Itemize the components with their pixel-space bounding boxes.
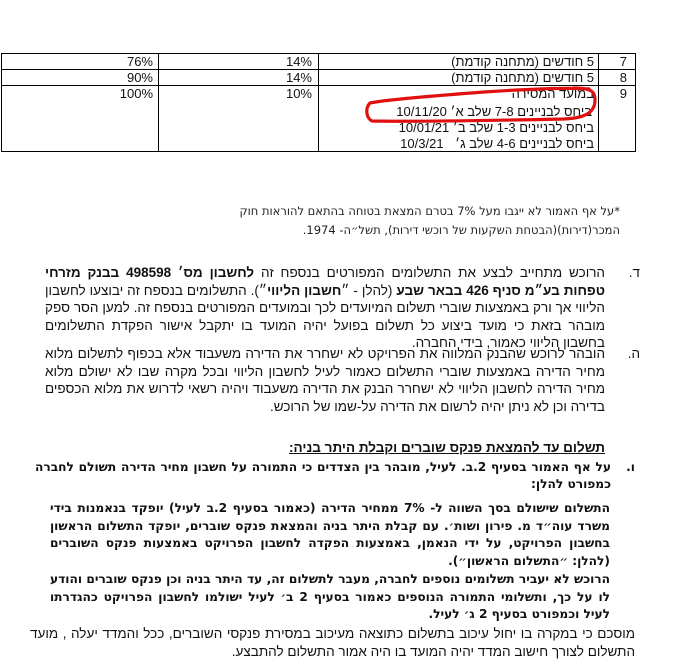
percent-cell: 10% bbox=[159, 86, 319, 152]
delivery-date: 10/11/20 bbox=[396, 104, 447, 119]
row-number-cell: 7 bbox=[599, 54, 636, 70]
delivery-date: 10/01/21 bbox=[398, 120, 450, 135]
table-row bbox=[2, 54, 636, 70]
row-number-cell: 8 bbox=[599, 70, 636, 86]
first-payment-paragraph: התשלום שישולם בסך השווה ל- 7% ממחיר הדירה (כאמור בסעיף 2.ב לעיל) יופקד בנאמנות בידי משרד עוה״ד מ. פירון ושות׳. עם קבלת היתר בניה והמצאת פנקס שוברים, יופקד התשלום הראשון בחשבון הפרויקט, על ידי הנאמן, באמצעות הפקדה לחשבון הפרויקט באמצעות פנקס השוברים (להלן: ״התשלום הראשון״). bbox=[50, 501, 611, 568]
section-heading: תשלום עד להמצאת פנקס שוברים וקבלת היתר בניה: bbox=[289, 440, 605, 455]
escrow-account-term: חשבון הליווי bbox=[267, 282, 342, 298]
delivery-date-line: ביחס לבניינים 7-8 שלב א׳ 10/11/20 bbox=[396, 104, 592, 119]
payment-schedule-table bbox=[1, 53, 636, 152]
delivery-date-line: ביחס לבניינים 1-3 שלב ב׳ 10/01/21 bbox=[398, 120, 594, 135]
cumulative-cell: 100% bbox=[2, 86, 159, 152]
clause-v: ו. על אף האמור בסעיף 2.ב. לעיל, מובהר בין הצדדים כי התמורה על חשבון מחיר הדירה תשולם לחברה כמפורט להלן: bbox=[35, 460, 635, 491]
table-row bbox=[2, 86, 636, 152]
delay-clause: מוסכם כי במקרה בו יחול עיכוב בתשלום כתוצאה מעיכוב במסירת פנקסי השוברים, ככל והמדד יעלה , מועד התשלום לצורך חישוב המדד יהיה המועד בו היה אמור התשלום להתבצע. bbox=[30, 626, 635, 659]
description-cell: 5 חודשים (מתחנה קודמת) bbox=[319, 70, 599, 86]
description-cell: 5 חודשים (מתחנה קודמת) bbox=[319, 54, 599, 70]
cumulative-cell: 90% bbox=[2, 70, 159, 86]
table-row bbox=[2, 70, 636, 86]
row-number-cell: 9 bbox=[599, 86, 636, 152]
percent-cell: 14% bbox=[159, 70, 319, 86]
clause-marker: ד. bbox=[628, 265, 640, 280]
delivery-label: במועד המסירה bbox=[511, 86, 594, 101]
delivery-date: 10/3/21 bbox=[400, 136, 444, 151]
clause-h: ה. הובהר לרוכש שהבנק המלווה את הפרויקט לא ישחרר את הדירה משעבוד אלא בכפוף לתשלום מלוא מחיר הדירה באמצעות שוברי התשלום כאמור לעיל לחשבון הליווי ובכל מקרה שבו לא ישולם מלוא מחיר הדירה לחשבון הליווי לא ישחרר הבנק את הדירה משעבוד ויהיה רשאי לדרוש את מלוא הכספים בדירה וכן לא ניתן יהיה לרשום את הדירה על-שמו של הרוכש. bbox=[45, 346, 640, 414]
cumulative-cell: 76% bbox=[2, 54, 159, 70]
description-cell bbox=[319, 86, 599, 152]
bank-account-details: לחשבון מס׳ 498598 בבנק מזרחי טפחות בע״מ סניף 426 בבאר שבע bbox=[45, 265, 606, 298]
clause-marker: ה. bbox=[627, 346, 640, 361]
percent-cell: 14% bbox=[159, 54, 319, 70]
clause-d: ד. הרוכש מתחייב לבצע את התשלומים המפורטים בנספח זה לחשבון מס׳ 498598 בבנק מזרחי טפחות בע״מ סניף 426 בבאר שבע (להלן - ״חשבון הליווי״). התשלומים בנספח זה יבוצעו לחשבון הליווי אך ורק באמצעות שוברי תשלום המיועדים לכך ובמועדים המפורטים בנספח זה. למען הסר ספק מובהר בזאת כי מועד ביצוע כל תשלום בפועל יהיה המועד בו יתקבל אישור הפקדת התשלומים בחשבון הליווי כאמור, בידי החברה. bbox=[45, 265, 640, 350]
clause-marker: ו. bbox=[626, 460, 635, 474]
delivery-date-line: ביחס לבניינים 4-6 שלב ג׳ 10/3/21 bbox=[400, 136, 594, 151]
footnote: *על אף האמור לא ייגבו מעל 7% בטרם המצאת בטוחה בהתאם להוראות חוק המכר(דירות)(הבטחת השקעות של רוכשי דירות), תשל״ה- 1974. bbox=[239, 204, 620, 237]
additional-payments-paragraph: הרוכש לא יעביר תשלומים נוספים לחברה, מעבר לתשלום זה, עד היתר בניה וכן פנקס שוברים והודע לו על כך, ותשלומי התמורה הנוספים כאמור בסעיף 2 ב׳ לעיל ישולמו לחשבון הפרויקט כהגדרתו לעיל וכמפורט בסעיף 2 ג׳ לעיל. bbox=[50, 572, 610, 621]
